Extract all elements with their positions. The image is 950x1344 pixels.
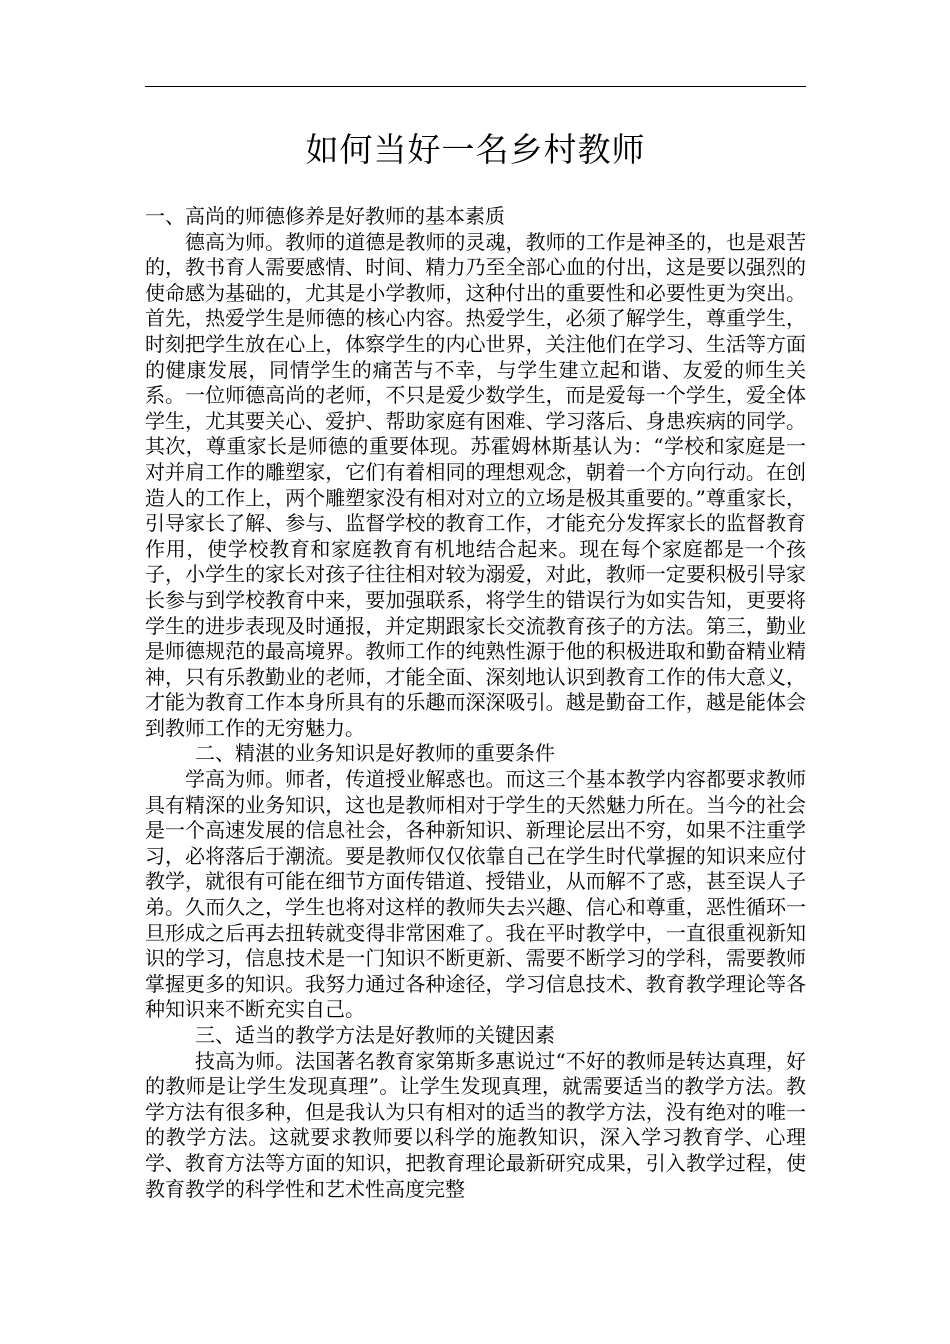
document-title: 如何当好一名乡村教师 (305, 130, 646, 169)
section-heading-2: 二、精湛的业务知识是好教师的重要条件 (195, 741, 555, 766)
header-rule (145, 86, 806, 87)
section-heading-1: 一、高尚的师德修养是好教师的基本素质 (145, 204, 505, 228)
section-paragraph-2: 学高为师。师者，传道授业解惑也。而这三个基本教学内容都要求教师具有精深的业务知识，这也是教师相对于学生的天然魅力所在。当今的社会是一个高速发展的信息社会，各种新知识、新理论层出不穷，如果不注重学习，必将落后于潮流。要是教师仅仅依靠自己在学生时代掌握的知识来应付教学，就很有可能在细节方面传错道、授错业，从而解不了惑，甚至误人子弟。久而久之，学生也将对这样的教师失去兴趣、信心和尊重，恶性循环一旦形成之后再去扭转就变得非常困难了。我在平时教学中，一直很重视新知识的学习，信息技术是一门知识不断更新、需要不断学习的学科，需要教师掌握更多的知识。我努力通过各种途径，学习信息技术、教育教学理论等各种知识来不断充实自己。 (145, 767, 806, 1022)
section-paragraph-3: 技高为师。法国著名教育家第斯多惠说过“不好的教师是转达真理，好的教师是让学生发现真理”。让学生发现真理，就需要适当的教学方法。教学方法有很多种，但是我认为只有相对的适当的教学方法，没有绝对的唯一的教学方法。这就要求教师要以科学的施教知识，深入学习教育学、心理学、教育方法等方面的知识，把教育理论最新研究成果，引入教学过程，使教育教学的科学性和艺术性高度完整 (145, 1048, 806, 1201)
section-heading-3: 三、适当的教学方法是好教师的关键因素 (195, 1023, 555, 1047)
section-paragraph-1: 德高为师。教师的道德是教师的灵魂，教师的工作是神圣的，也是艰苦的，教书育人需要感情、时间、精力乃至全部心血的付出，这是要以强烈的使命感为基础的，尤其是小学教师，这种付出的重要性和必要性更为突出。首先，热爱学生是师德的核心内容。热爱学生，必须了解学生，尊重学生，时刻把学生放在心上，体察学生的内心世界，关注他们在学习、生活等方面的健康发展，同情学生的痛苦与不幸，与学生建立起和谐、友爱的师生关系。一位师德高尚的老师，不只是爱少数学生，而是爱每一个学生，爱全体学生，尤其要关心、爱护、帮助家庭有困难、学习落后、身患疾病的同学。其次，尊重家长是师德的重要体现。苏霍姆林斯基认为：“学校和家庭是一对并肩工作的雕塑家，它们有着相同的理想观念，朝着一个方向行动。在创造人的工作上，两个雕塑家没有相对对立的立场是极其重要的。”尊重家长，引导家长了解、参与、监督学校的教育工作，才能充分发挥家长的监督教育作用，使学校教育和家庭教育有机地结合起来。现在每个家庭都是一个孩子，小学生的家长对孩子往往相对较为溺爱，对此，教师一定要积极引导家长参与到学校教育中来，要加强联系，将学生的错误行为如实告知，更要将学生的进步表现及时通报，并定期跟家长交流教育孩子的方法。第三，勤业是师德规范的最高境界。教师工作的纯熟性源于他的积极进取和勤奋精业精神，只有乐教勤业的老师，才能全面、深刻地认识到教育工作的伟大意义，才能为教育工作本身所具有的乐趣而深深吸引。越是勤奋工作，越是能体会到教师工作的无穷魅力。 (145, 229, 806, 740)
document-body (145, 204, 806, 1202)
